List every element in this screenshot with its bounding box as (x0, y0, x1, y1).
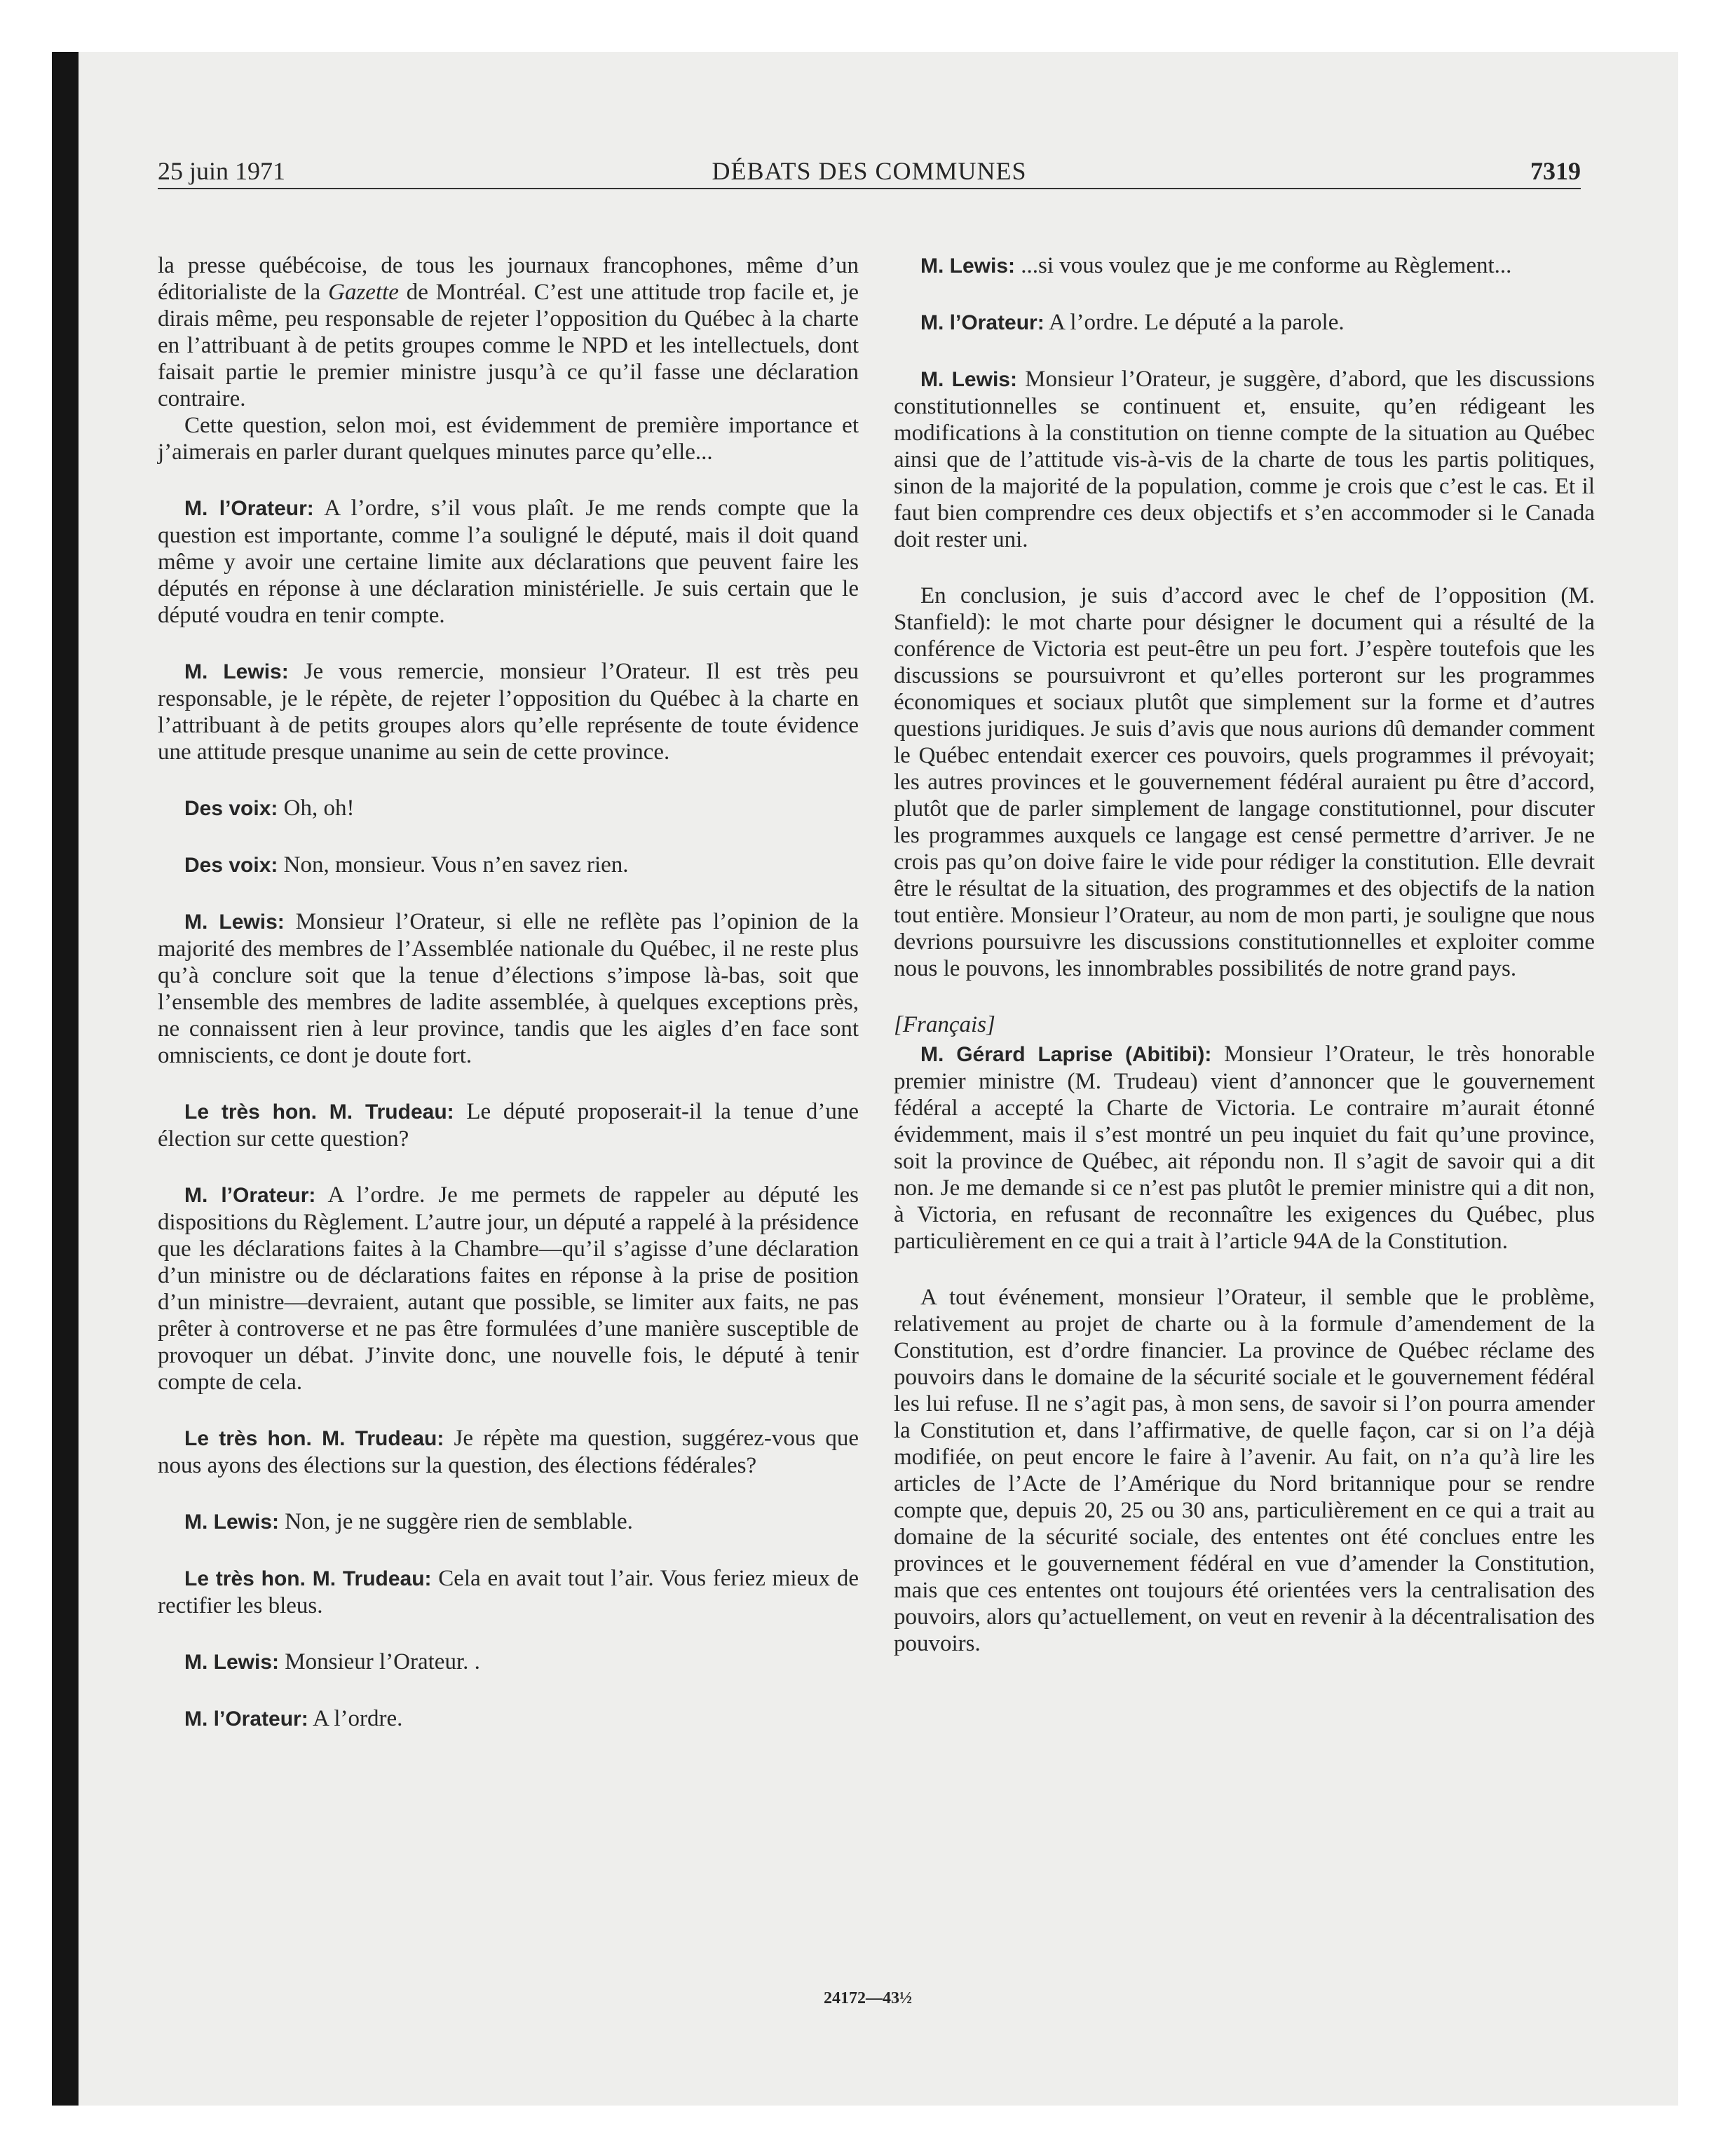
speech (158, 1425, 859, 1479)
text: A tout événement, monsieur l’Orateur, il semble que le problème, relativement au projet de charte ou à la formule d’amendement de la Constitution, est d’ordre financier. La province de Québec réclame des pouvoirs dans le domaine de la sécurité sociale et le gouvernement fédéral les lui refuse. Il ne s’agit pas, à mon sens, de savoir si l’on pourra amender la Constitution et, dans l’affirmative, de quelle façon, car si on l’a déjà modifiée, on peut encore le faire à l’avenir. Au fait, on n’a qu’à lire les articles de l’Acte de l’Amérique du Nord britannique pour se rendre compte que, depuis 20, 25 ou 30 ans, particulièrement en ce qui a trait au domaine de la sécurité sociale, des ententes ont été conclues entre les provinces et le gouvernement fédéral en vue d’amender la Constitution, mais que ces ententes ont toujours été orientées vers la centralisation des pouvoirs, alors qu’actuellement, on veut en revenir à la décentralisation des pouvoirs. (894, 1285, 1595, 1656)
header-date: 25 juin 1971 (158, 157, 286, 185)
speaker: M. Lewis: (184, 1510, 280, 1534)
speech (158, 658, 859, 765)
speaker: M. l’Orateur: (184, 1707, 308, 1731)
right-column (894, 252, 1595, 1686)
speech-text: Le député proposerait-il la tenue d’une élection sur cette question? (158, 1099, 859, 1152)
speech-text: A l’ordre. (308, 1706, 403, 1731)
speech (158, 1649, 859, 1676)
header-page-number: 7319 (1530, 157, 1581, 185)
binding-edge (52, 52, 79, 2106)
speech (158, 1508, 859, 1536)
speech-text: A l’ordre. Le député a la parole. (1044, 310, 1345, 335)
speaker: M. l’Orateur: (184, 497, 314, 520)
header-title: DÉBATS DES COMMUNES (712, 157, 1027, 185)
speaker: Le très hon. M. Trudeau: (184, 1427, 444, 1450)
speaker: M. Lewis: (184, 660, 289, 683)
speaker: Des voix: (184, 854, 278, 877)
page-header (158, 151, 1581, 193)
speech-text: Oh, oh! (278, 796, 355, 821)
speaker: Le très hon. M. Trudeau: (184, 1567, 432, 1590)
speech-text: Je vous remercie, monsieur l’Orateur. Il est très peu responsable, je le répète, de rejeter l’opposition du Québec à la charte en l’attribuant à de petits groupes alors qu’elle représente de toute évidence une attitude presque unanime au sein de cette province. (158, 659, 859, 765)
footer-code: 24172—43½ (824, 1989, 912, 2007)
speech-text: A l’ordre, s’il vous plaît. Je me rends compte que la question est importante, comme l’a souligné le député, mais il doit quand même y avoir une certaine limite aux déclarations que peuvent faire les députés en réponse à une déclaration ministérielle. Je suis certain que le député voudra en tenir compte. (158, 496, 859, 628)
speaker: M. Lewis: (184, 910, 285, 934)
speech-text: Non, je ne suggère rien de semblable. (279, 1509, 633, 1534)
speaker: M. l’Orateur: (184, 1184, 316, 1207)
speaker: M. Lewis: (920, 368, 1017, 391)
paragraph (894, 582, 1595, 982)
speech-text: Monsieur l’Orateur, si elle ne reflète pas l’opinion de la majorité des membres de l’Assemblée nationale du Québec, il ne reste plus qu’à conclure soit que la tenue d’élections s’impose là-bas, soit que l’ensemble des membres de ladite assemblée, à quelques exceptions près, ne connaissent rien à leur province, tandis que les aigles d’en face sont omniscients, ce dont je doute fort. (158, 909, 859, 1068)
speech (894, 366, 1595, 553)
speaker: Des voix: (184, 797, 278, 820)
speech (158, 852, 859, 879)
speech (158, 1565, 859, 1619)
speech (158, 795, 859, 822)
speech-text: Cela en avait tout l’air. Vous feriez mieux de rectifier les bleus. (158, 1566, 859, 1618)
speech (894, 1041, 1595, 1255)
speaker: M. Gérard Laprise (Abitibi): (920, 1043, 1212, 1066)
speech-text: Monsieur l’Orateur, je suggère, d’abord, que les discussions constitutionnelles se continuent et, ensuite, qu’en rédigeant les modifications à la constitution on tienne compte de la situation au Québec ainsi que de l’attitude vis-à-vis de la charte de tous les partis politiques, sinon de la majorité de la population, comme je crois que c’est le cas. Et il faut bien comprendre ces deux objectifs et s’en accommoder si le Canada doit rester uni. (894, 367, 1595, 552)
text: Cette question, selon moi, est évidemment de première importance et j’aimerais en parler durant quelques minutes parce qu’elle... (158, 413, 859, 465)
text: la presse québécoise, de tous les journaux francophones, même d’un éditorialiste de la (158, 253, 859, 305)
speech-text: Non, monsieur. Vous n’en savez rien. (278, 852, 629, 878)
speech (894, 252, 1595, 280)
text: de Montréal. C’est une attitude trop facile et, je dirais même, peu responsable de rejeter l’opposition du Québec à la charte en l’attribuant à de petits groupes comme le NPD et les intellectuels, dont faisait partie le premier ministre jusqu’à ce qu’il fasse une déclaration contraire. (158, 280, 859, 411)
speaker: Le très hon. M. Trudeau: (184, 1100, 454, 1124)
text: En conclusion, je suis d’accord avec le chef de l’opposition (M. Stanfield): le mot charte pour désigner le document qui a résulté de la conférence de Victoria est peut-être un peu fort. J’espère toutefois que les discussions se poursuivront et qu’elles porteront sur les programmes économiques et sociaux plutôt que simplement sur la forme et d’autres questions juridiques. Je suis d’avis que nous aurions dû demander comment le Québec entendait exercer ces pouvoirs, quels programmes il prévoyait; les autres provinces et le gouvernement fédéral auraient pu être d’accord, plutôt que de parler simplement de langage constitutionnel, pour discuter les programmes auxquels ce langage est censé permettre d’arriver. Je ne crois pas qu’on doive faire le vide pour rédiger la constitution. Elle devrait être le résultat de la situation, des programmes et des objectifs de la nation tout entière. Monsieur l’Orateur, au nom de mon parti, je souligne que nous devrions poursuivre les discussions constitutionnelles et exploiter comme nous le pouvons, les innombrables possibilités de notre grand pays. (894, 583, 1595, 981)
newspaper-name: Gazette (328, 280, 399, 305)
language-marker: [Français] (894, 1012, 995, 1037)
speech-text: Monsieur l’Orateur, le très honorable premier ministre (M. Trudeau) vient d’annoncer que le gouvernement fédéral a accepté la Charte de Victoria. Le contraire m’aurait étonné évidemment, mais il s’est montré un peu inquiet du fait qu’une province, soit la province de Québec, ait répondu non. Il s’agit de savoir qui a dit non. Je me demande si ce n’est pas plutôt le premier ministre qui a dit non, à Victoria, en refusant de reconnaître les exigences du Québec, plus particulièrement en ce qui a trait à l’article 94A de la Constitution. (894, 1042, 1595, 1254)
speech (158, 908, 859, 1069)
left-column (158, 252, 859, 1762)
speaker: M. l’Orateur: (920, 311, 1045, 334)
speech-text: Je répète ma question, suggérez-vous que nous ayons des élections sur la question, des élections fédérales? (158, 1426, 859, 1478)
speech-text: Monsieur l’Orateur. . (279, 1649, 480, 1674)
paragraph (158, 412, 859, 465)
speech (158, 1098, 859, 1152)
speech (894, 309, 1595, 336)
paragraph (894, 1284, 1595, 1657)
speech (158, 1705, 859, 1733)
header-rule (158, 188, 1581, 189)
speech (158, 495, 859, 629)
speech-text: A l’ordre. Je me permets de rappeler au député les dispositions du Règlement. L’autre jour, un député a rappelé à la présidence que les déclarations faites à la Chambre—qu’il s’agisse d’une déclaration d’un ministre ou de déclarations faites en réponse à la prise de position d’un ministre—devraient, autant que possible, se limiter aux faits, ne pas prêter à controverse et ne pas être formulées d’une manière susceptible de provoquer un débat. J’invite donc, une nouvelle fois, le député à tenir compte de cela. (158, 1182, 859, 1395)
speaker: M. Lewis: (920, 254, 1016, 278)
speech (158, 1182, 859, 1396)
paragraph (158, 252, 859, 412)
speaker: M. Lewis: (184, 1651, 280, 1674)
speech-text: ...si vous voulez que je me conforme au Règlement... (1015, 253, 1512, 278)
